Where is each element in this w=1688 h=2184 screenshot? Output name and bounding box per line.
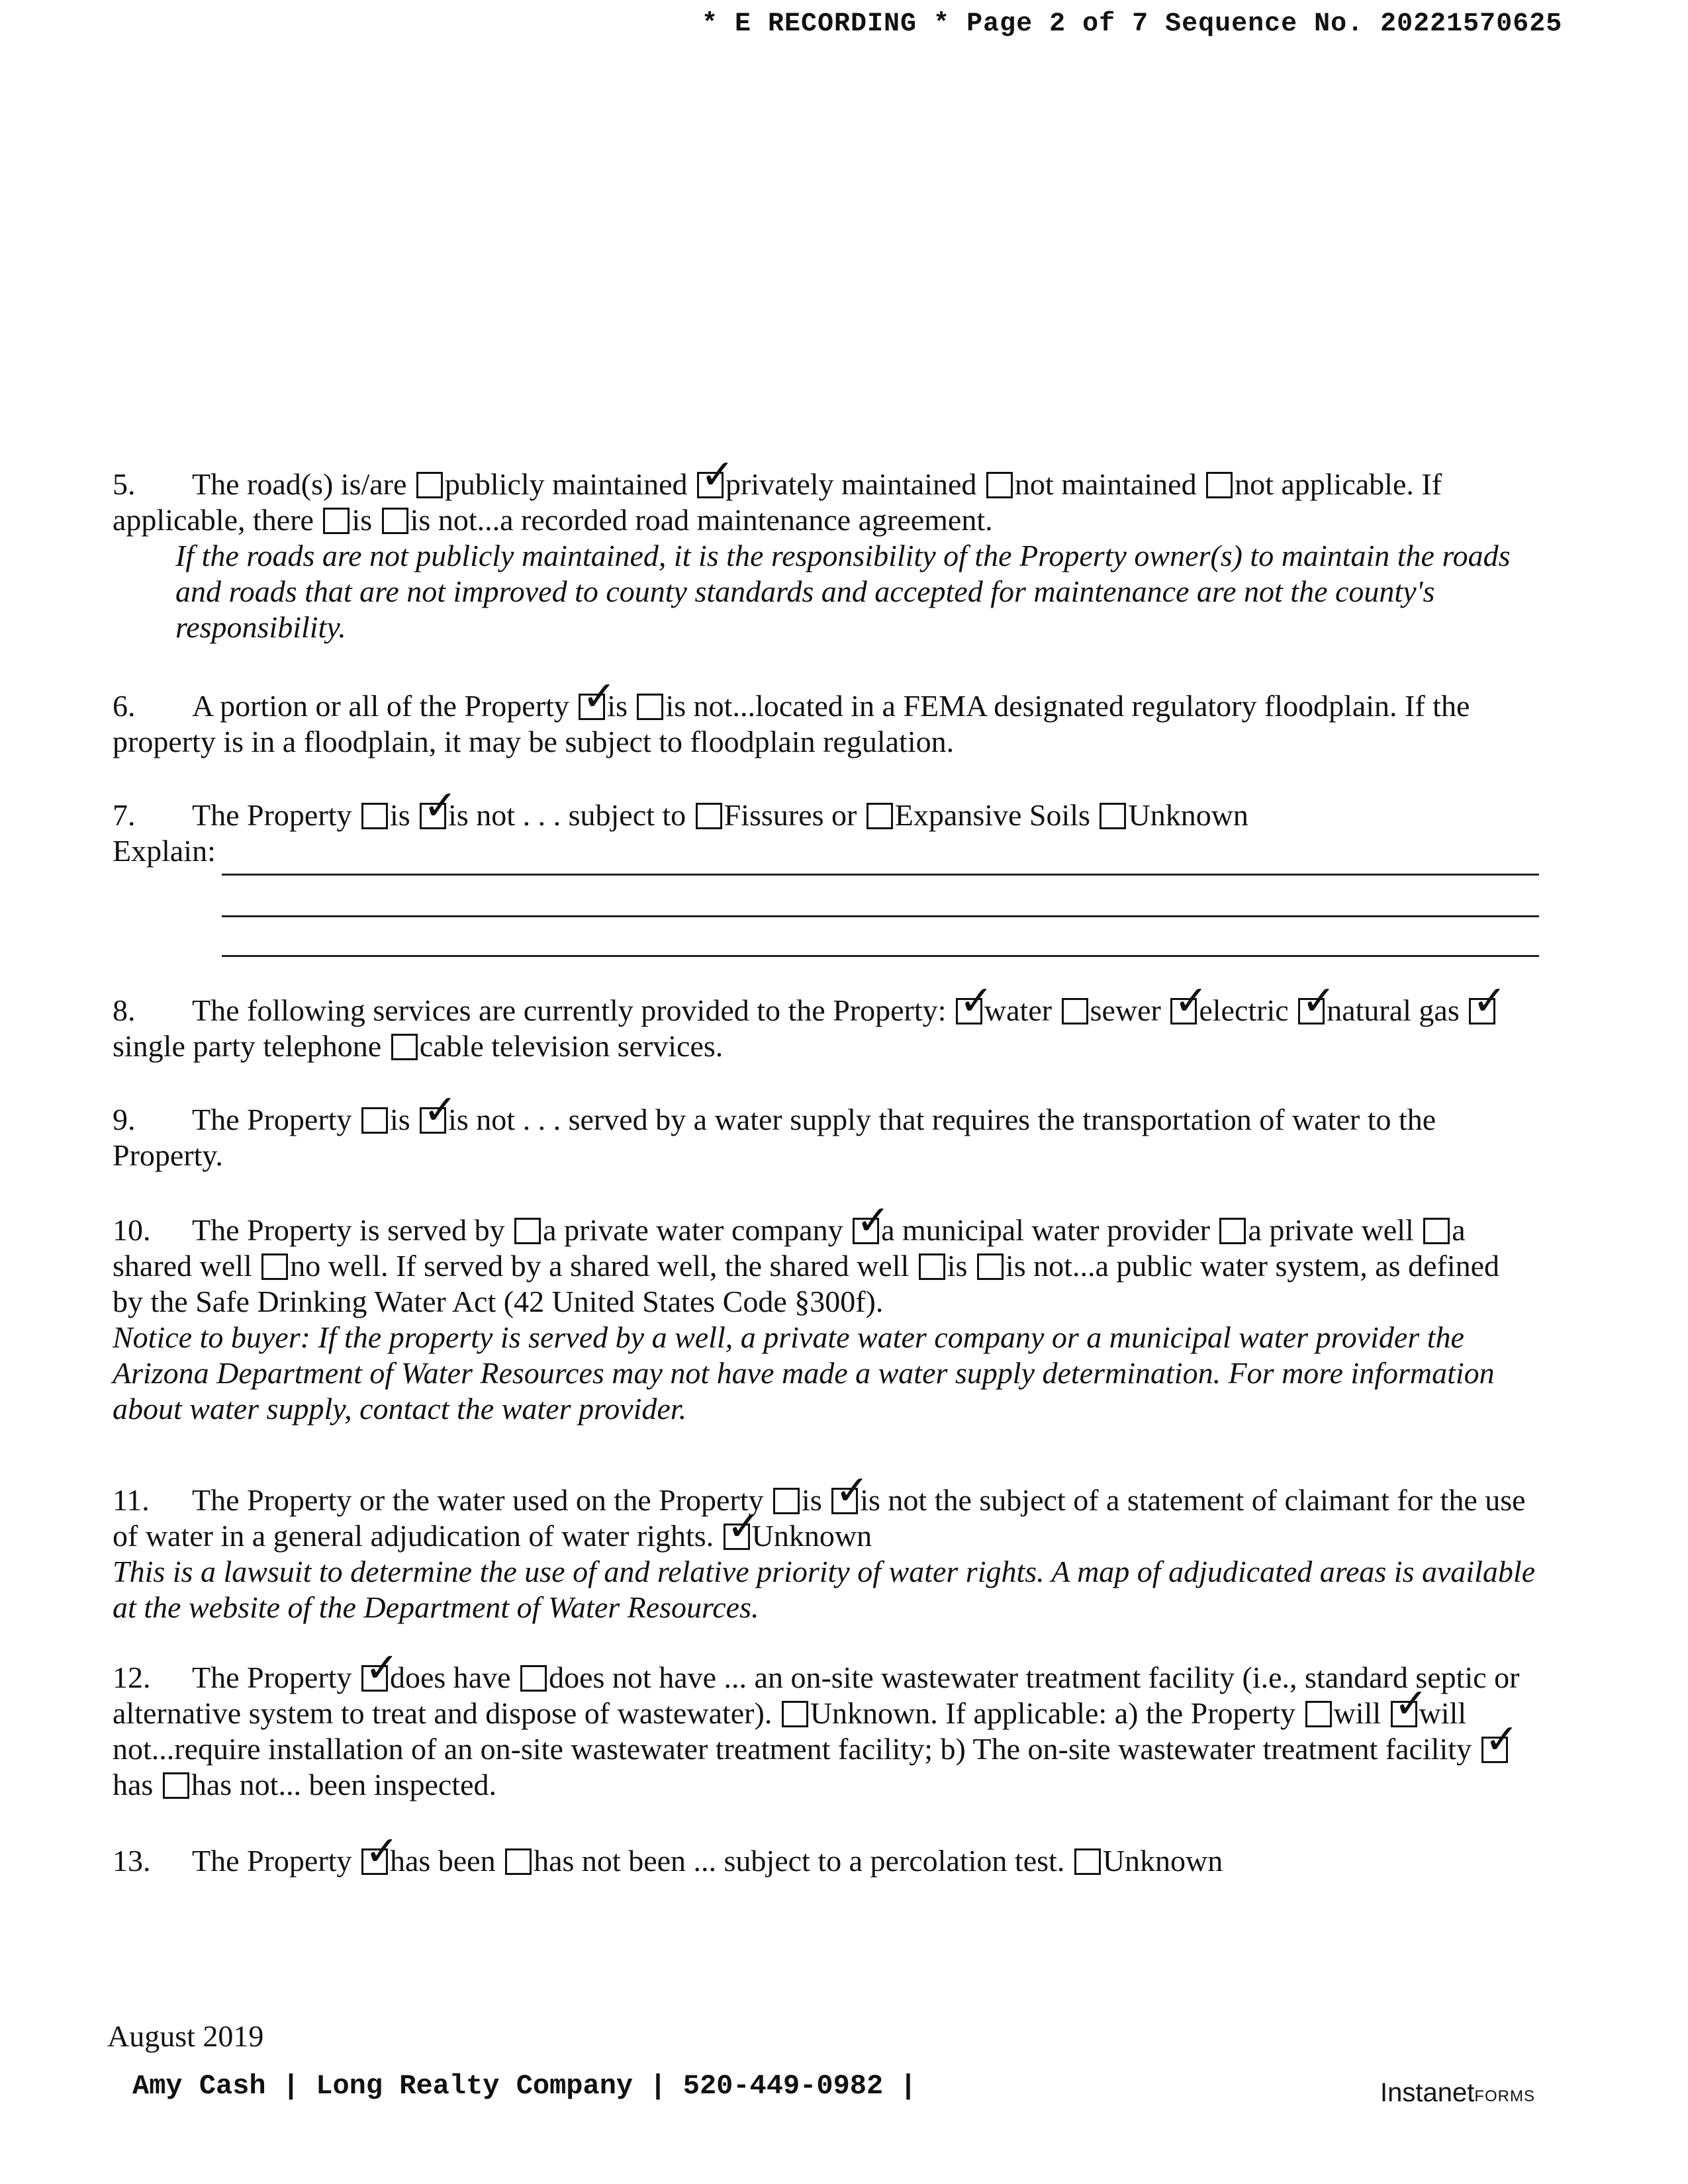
checkbox-claimant-is-not[interactable] xyxy=(831,1488,858,1514)
item-6-floodplain xyxy=(113,688,1536,760)
checkbox-agreement-is-not[interactable] xyxy=(382,508,408,534)
checkbox-has-been-inspected[interactable] xyxy=(1481,1737,1508,1763)
explain-line-1[interactable] xyxy=(222,874,1539,876)
explain-label: Explain: xyxy=(113,834,216,868)
checkbox-soils-unknown[interactable] xyxy=(1100,803,1126,829)
checkbox-shared-well[interactable] xyxy=(1423,1218,1450,1244)
checkbox-private-well[interactable] xyxy=(1219,1218,1246,1244)
option-label: is xyxy=(352,503,373,537)
checkbox-will-not-require[interactable] xyxy=(1391,1701,1417,1727)
item-text: The following services are currently provided to the Property: xyxy=(192,993,947,1027)
item-13-percolation-test xyxy=(113,1843,1536,1879)
checkbox-municipal-water-provider[interactable] xyxy=(853,1218,879,1244)
item-text: If applicable, there xyxy=(113,467,1442,537)
item-text: ...a public water system, as defined by the Safe Drinking Water Act (42 United States Code §300f). xyxy=(113,1249,1500,1318)
option-label: has not xyxy=(191,1768,279,1801)
item-number: 8. xyxy=(113,993,136,1027)
checkbox-publicly-maintained[interactable] xyxy=(416,472,443,498)
option-label: is not xyxy=(860,1483,927,1517)
checkbox-has-not-been-inspected[interactable] xyxy=(163,1772,189,1799)
option-label: Unknown xyxy=(1102,1844,1223,1878)
form-date: August 2019 xyxy=(107,2019,264,2053)
option-label: water xyxy=(984,993,1053,1027)
option-label: does not have xyxy=(549,1661,717,1694)
checkbox-public-system-is-not[interactable] xyxy=(977,1253,1004,1280)
item-text: the subject of a statement of claimant for the use of water in a general adjudication of water rights. xyxy=(113,1483,1526,1553)
checkbox-floodplain-is[interactable] xyxy=(579,694,605,720)
checkbox-soils-is[interactable] xyxy=(361,803,388,829)
item-text: ... been inspected. xyxy=(278,1768,496,1801)
checkbox-transport-is-not[interactable] xyxy=(420,1107,446,1134)
checkbox-does-not-have[interactable] xyxy=(520,1665,547,1692)
explain-line-3[interactable] xyxy=(222,955,1539,957)
item-8-services xyxy=(113,993,1536,1064)
item-text: A portion or all of the Property xyxy=(192,689,569,723)
item-text: The road(s) is/are xyxy=(192,467,407,501)
checkbox-cable-television[interactable] xyxy=(391,1034,418,1060)
checkbox-will-require[interactable] xyxy=(1305,1701,1332,1727)
checkbox-single-party-telephone[interactable] xyxy=(1469,998,1495,1024)
option-label: natural gas xyxy=(1327,993,1460,1027)
checkbox-electric[interactable] xyxy=(1170,998,1197,1024)
instanet-forms-logo xyxy=(1380,2078,1535,2108)
checkbox-public-system-is[interactable] xyxy=(919,1253,945,1280)
adjudication-note: This is a lawsuit to determine the use of and relative priority of water rights. A map of adjudicated areas is available at the website of the Department of Water Resources. xyxy=(113,1555,1536,1624)
item-text: ...require installation of an on-site wastewater treatment facility; b) The on-site wastewater treatment facility xyxy=(151,1732,1472,1766)
option-label: is not xyxy=(448,798,516,832)
item-number: 9. xyxy=(113,1103,136,1136)
brand-small: FORMS xyxy=(1474,2087,1535,2105)
option-label: publicly maintained xyxy=(444,467,688,501)
checkbox-expansive-soils[interactable] xyxy=(867,803,893,829)
item-number: 5. xyxy=(113,467,136,501)
checkbox-claimant-is[interactable] xyxy=(773,1488,800,1514)
item-12-wastewater xyxy=(113,1660,1536,1803)
item-number: 13. xyxy=(113,1844,151,1878)
option-label: no well. xyxy=(290,1249,389,1283)
item-text: ... an on-site wastewater treatment facility (i.e., standard septic or alternative system to treat and dispose of wastewater). xyxy=(113,1661,1520,1730)
item-text: ... subject to a percolation test. xyxy=(693,1844,1065,1878)
checkbox-private-water-company[interactable] xyxy=(514,1218,541,1244)
option-label: has not been xyxy=(534,1844,686,1878)
option-label: is xyxy=(607,689,628,723)
item-9-water-transport xyxy=(113,1102,1536,1173)
option-label: not applicable. xyxy=(1235,467,1414,501)
checkbox-privately-maintained[interactable] xyxy=(697,472,724,498)
option-label: is xyxy=(389,1103,410,1136)
checkbox-agreement-is[interactable] xyxy=(323,508,350,534)
checkbox-fissures[interactable] xyxy=(696,803,722,829)
option-label: sewer xyxy=(1090,993,1161,1027)
checkbox-no-well[interactable] xyxy=(261,1253,288,1280)
option-label: privately maintained xyxy=(726,467,977,501)
option-label: will not xyxy=(113,1696,1467,1766)
option-label: is xyxy=(947,1249,968,1283)
option-label: a municipal water provider xyxy=(881,1213,1210,1247)
option-label: Unknown xyxy=(1128,798,1248,832)
road-maintenance-note: If the roads are not publicly maintained, it is the responsibility of the Property owner(s) to maintain the roads and roads that are not improved to county standards and accepted for maintenance are not the county's responsibility. xyxy=(175,539,1511,644)
item-number: 7. xyxy=(113,798,136,832)
option-label: a private water company xyxy=(543,1213,843,1247)
item-text: The Property xyxy=(192,1844,352,1878)
item-number: 10. xyxy=(113,1213,151,1247)
item-text: The Property is served by xyxy=(192,1213,505,1247)
checkbox-not-applicable[interactable] xyxy=(1206,472,1233,498)
option-label: will xyxy=(1333,1696,1382,1730)
brand-main: Instanet xyxy=(1380,2078,1475,2107)
item-text: . . . subject to xyxy=(522,798,686,832)
option-label: does have xyxy=(389,1661,511,1694)
item-text: The Property or the water used on the Property xyxy=(192,1483,764,1517)
checkbox-has-been-tested[interactable] xyxy=(361,1848,388,1875)
water-supply-notice: Notice to buyer: If the property is served by a well, a private water company or a municipal water provider the Arizona Department of Water Resources may not have made a water supply determination. For more information about water supply, contact the water provider. xyxy=(113,1320,1495,1426)
option-label: Unknown. xyxy=(810,1696,938,1730)
option-label: Fissures or xyxy=(724,798,857,832)
item-7-fissures-soils xyxy=(113,797,1536,869)
checkbox-transport-is[interactable] xyxy=(361,1107,388,1134)
checkbox-has-not-been-tested[interactable] xyxy=(505,1848,532,1875)
checkbox-adjudication-unknown[interactable] xyxy=(724,1524,750,1550)
checkbox-water[interactable] xyxy=(956,998,982,1024)
recording-header: * E RECORDING * Page 2 of 7 Sequence No. 20221570625 xyxy=(702,9,1563,39)
checkbox-floodplain-is-not[interactable] xyxy=(637,694,663,720)
item-number: 6. xyxy=(113,689,136,723)
item-number: 12. xyxy=(113,1661,151,1694)
option-label: is not xyxy=(1005,1249,1072,1283)
item-text: . . . served by a water supply that requires the transportation of water to the Property. xyxy=(113,1103,1436,1172)
option-label: has xyxy=(113,1768,154,1801)
item-text: ...located in a FEMA designated regulatory floodplain. If the property is in a floodplain, it may be subject to floodplain regulation. xyxy=(113,689,1470,758)
item-text: The Property xyxy=(192,798,352,832)
item-text: ...a recorded road maintenance agreement. xyxy=(477,503,993,537)
checkbox-does-have[interactable] xyxy=(361,1665,388,1692)
agent-footer: Amy Cash | Long Realty Company | 520-449-0982 | xyxy=(132,2070,917,2102)
option-label: has been xyxy=(389,1844,496,1878)
option-label: is xyxy=(389,798,410,832)
item-11-water-adjudication xyxy=(113,1482,1536,1625)
item-number: 11. xyxy=(113,1483,150,1517)
checkbox-soils-is-not[interactable] xyxy=(420,803,446,829)
option-label: a shared well xyxy=(113,1213,1466,1283)
option-label: Expansive Soils xyxy=(894,798,1090,832)
checkbox-natural-gas[interactable] xyxy=(1298,998,1325,1024)
option-label: is not xyxy=(448,1103,516,1136)
checkbox-percolation-unknown[interactable] xyxy=(1074,1848,1101,1875)
option-label: cable television services. xyxy=(419,1029,724,1063)
item-text: The Property xyxy=(192,1661,352,1694)
item-5-road-maintenance xyxy=(113,467,1536,645)
item-text: If served by a shared well, the shared well xyxy=(395,1249,910,1283)
option-label: is not xyxy=(410,503,477,537)
option-label: is xyxy=(802,1483,822,1517)
checkbox-sewer[interactable] xyxy=(1062,998,1088,1024)
checkbox-not-maintained[interactable] xyxy=(986,472,1013,498)
option-label: electric xyxy=(1199,993,1289,1027)
item-text: The Property xyxy=(192,1103,352,1136)
option-label: a private well xyxy=(1248,1213,1414,1247)
option-label: single party telephone xyxy=(113,1029,382,1063)
option-label: Unknown xyxy=(751,1519,872,1553)
item-10-water-provider xyxy=(113,1212,1536,1427)
explain-line-2[interactable] xyxy=(222,915,1539,917)
item-text: If applicable: a) the Property xyxy=(945,1696,1296,1730)
option-label: not maintained xyxy=(1014,467,1197,501)
option-label: is not xyxy=(665,689,733,723)
checkbox-wastewater-unknown[interactable] xyxy=(782,1701,808,1727)
